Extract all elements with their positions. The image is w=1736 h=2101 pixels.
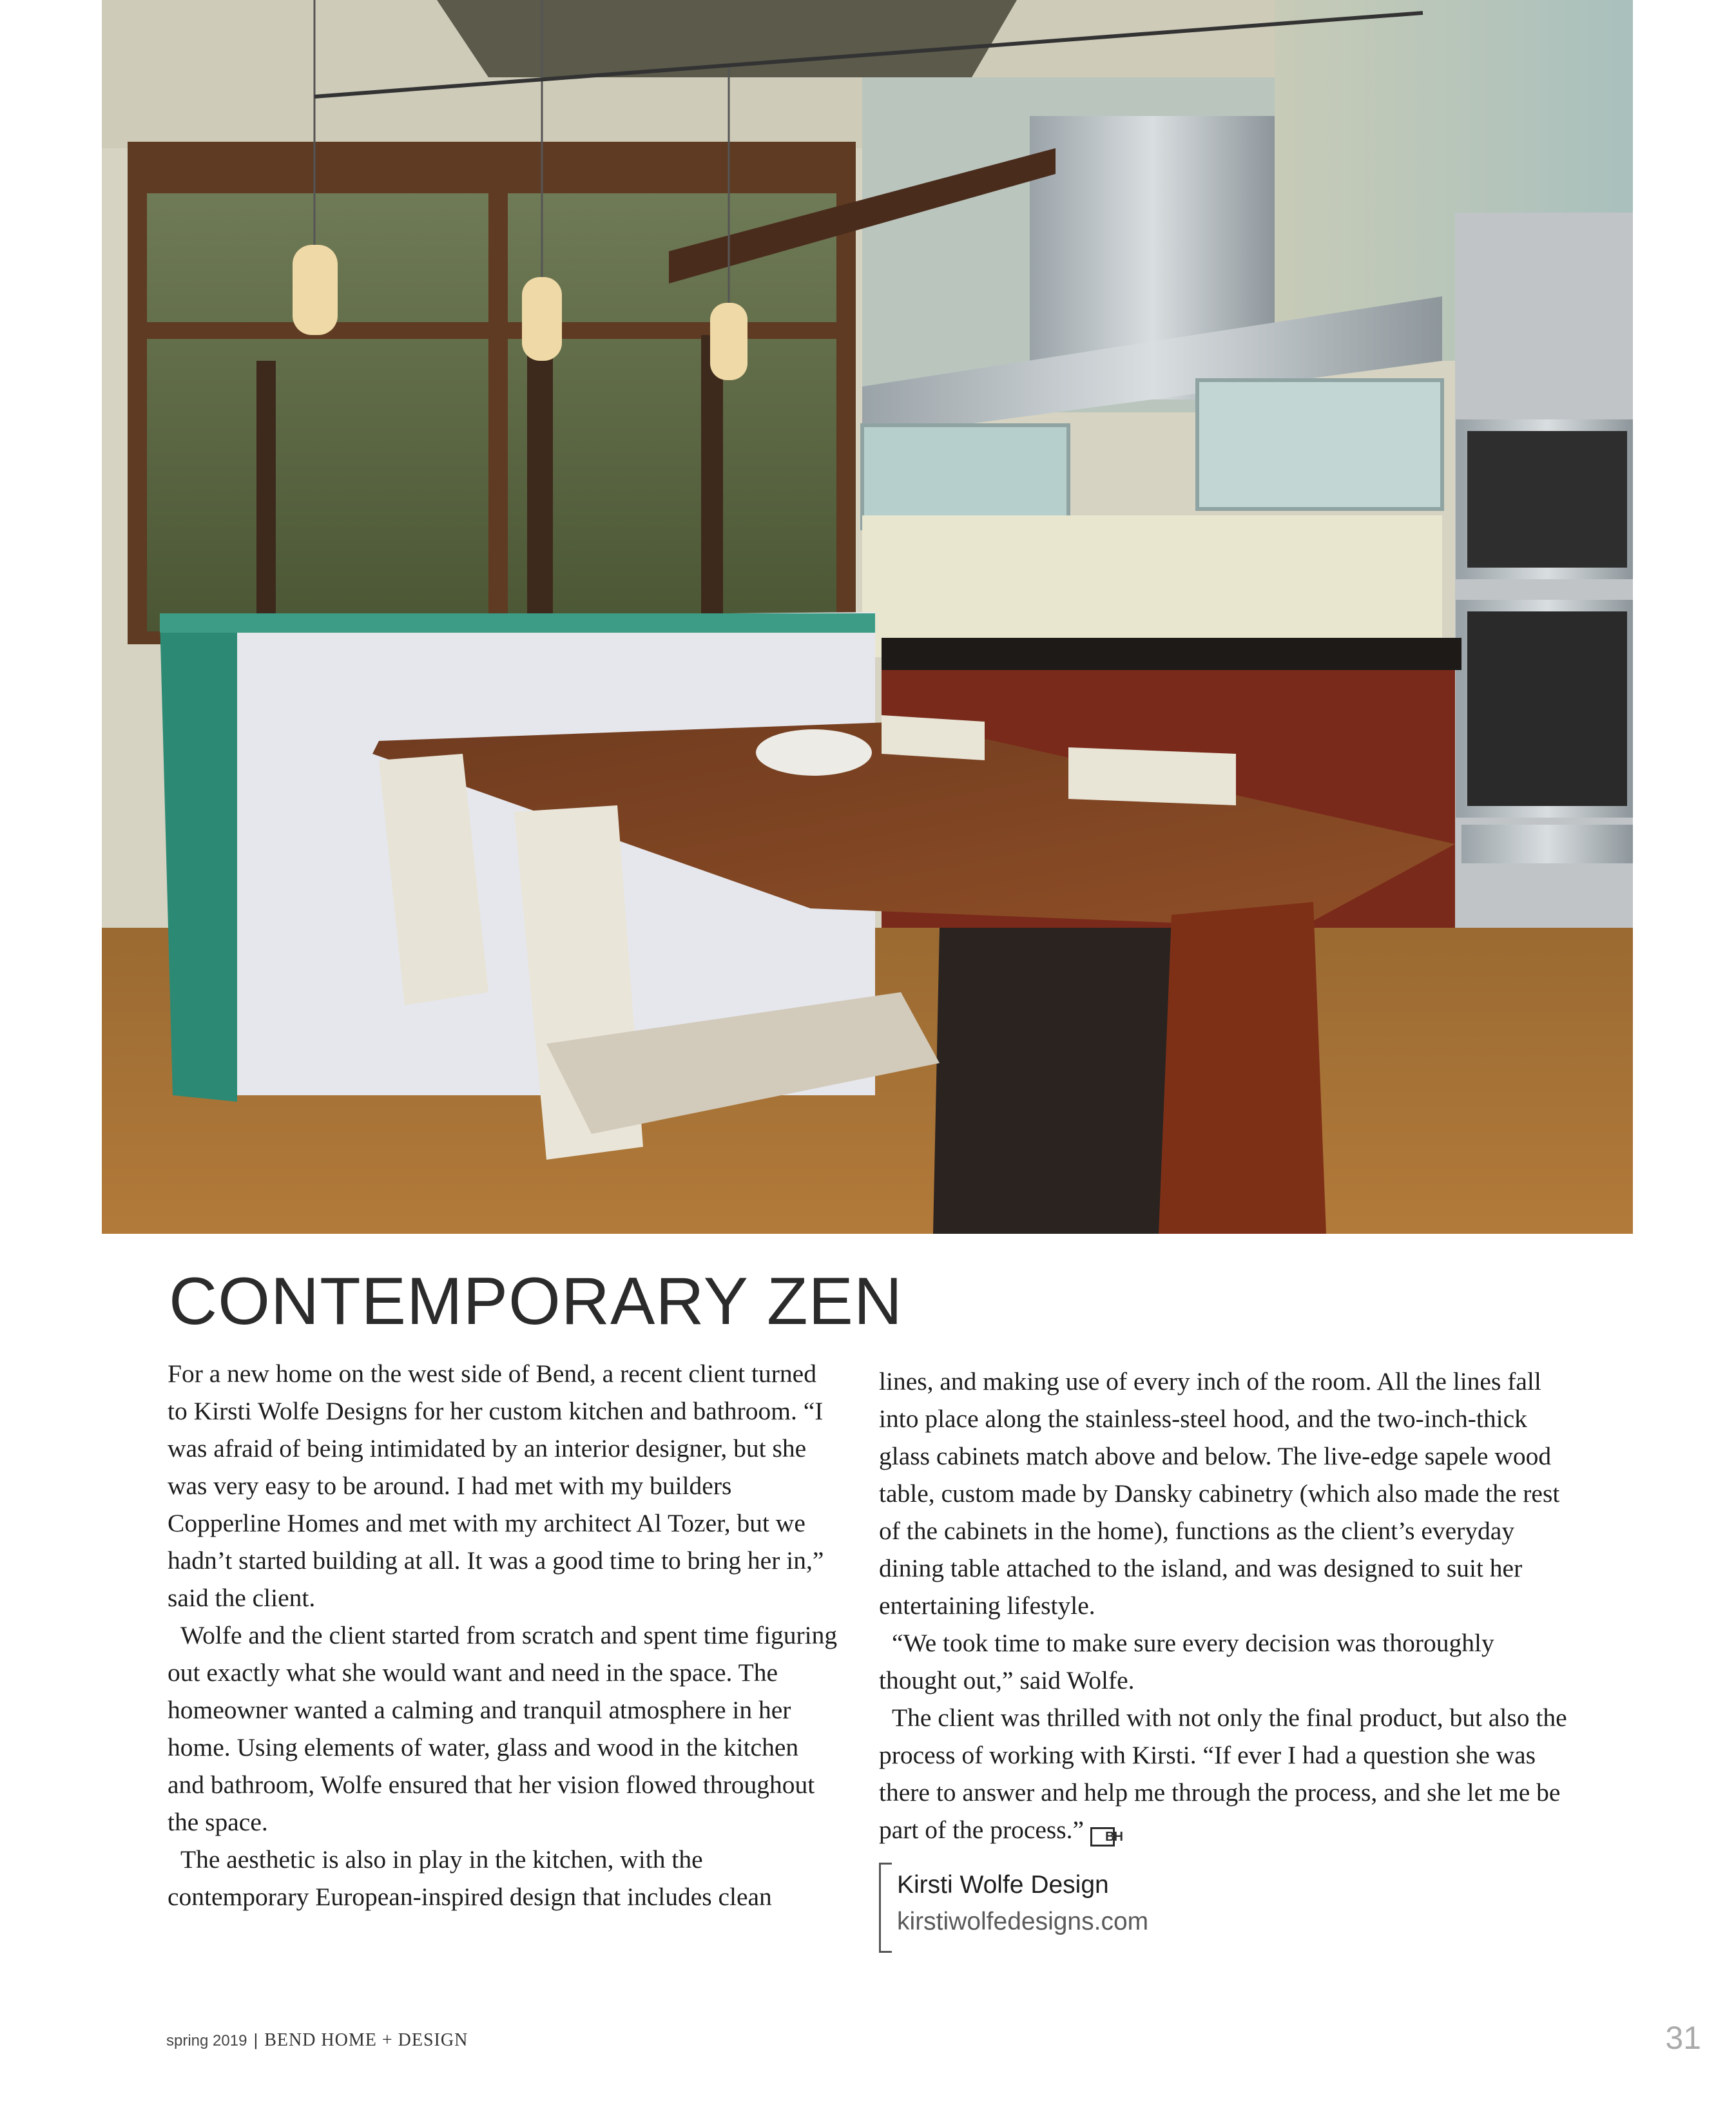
body-paragraph: The aesthetic is also in play in the kitchen, with the contemporary European-inspired design that includes clean	[168, 1845, 772, 1911]
body-paragraph: Wolfe and the client started from scratch and spent time figuring out exactly what she would want and need in the space. The homeowner wanted a calming and tranquil atmosphere in her home. Using elements of water, glass and wood in the kitchen and bathroom, Wolfe ensured that her vision flowed throughout the space.	[168, 1621, 838, 1836]
final-paragraph-text: The client was thrilled with not only the final product, but also the process of working with Kirsti. “If ever I had a question she was there to answer and help me through the process, and she let me be part of the process.”	[879, 1703, 1567, 1844]
body-paragraph: “We took time to make sure every decision was thoroughly thought out,” said Wolfe.	[879, 1629, 1494, 1694]
credit-designer-name: Kirsti Wolfe Design	[897, 1871, 1109, 1899]
footer-season: spring 2019	[166, 2032, 247, 2049]
body-paragraph: For a new home on the west side of Bend, a recent client turned to Kirsti Wolfe Designs for her custom kitchen and bathroom. “I was afraid of being intimidated by an interior designer, but she was very easy to be around. I had met with my builders Copperline Homes and met with my architect Al Tozer, but we hadn’t started building at all. It was a good time to bring her in,” said the client.	[168, 1359, 824, 1612]
page-footer	[166, 2027, 468, 2054]
body-paragraph: lines, and making use of every inch of the room. All the lines fall into place along the stainless-steel hood, and the two-inch-thick glass cabinets match above and below. The live-edge sapele wood table, custom made by Dansky cabinetry (which also made the rest of the cabinets in the home), functions as the client’s everyday dining table attached to the island, and was designed to suit her entertaining lifestyle.	[879, 1367, 1560, 1620]
body-paragraph-final	[879, 1699, 1575, 1848]
credit-bracket	[879, 1863, 892, 1953]
credit-website-link[interactable]: kirstiwolfedesigns.com	[897, 1908, 1149, 1935]
end-mark-logo: BH	[1090, 1827, 1115, 1847]
article-column-left	[168, 1355, 838, 1915]
page-number: 31	[1665, 2020, 1701, 2056]
article-headline: CONTEMPORARY ZEN	[169, 1264, 903, 1339]
footer-magazine-name: BEND HOME + DESIGN	[264, 2030, 468, 2050]
footer-separator: |	[253, 2030, 258, 2049]
article-column-right	[879, 1363, 1575, 1848]
kitchen-photo	[102, 0, 1633, 1234]
